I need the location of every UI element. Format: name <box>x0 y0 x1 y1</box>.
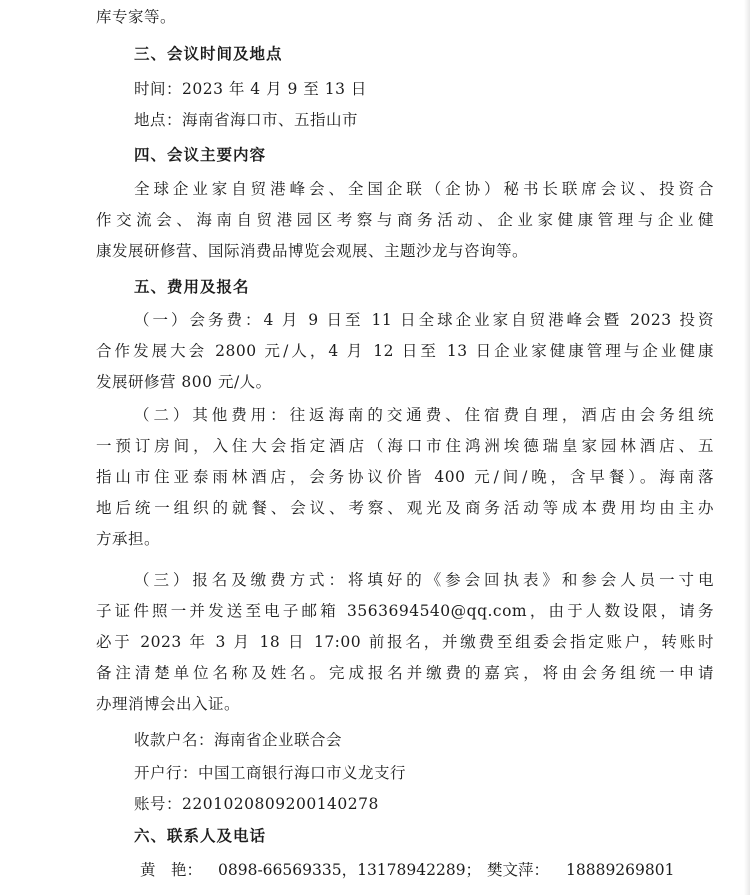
text-line: 康发展研修营、国际消费品博览会观展、主题沙龙与咨询等。 <box>96 242 529 260</box>
text-line: 方承担。 <box>96 530 161 548</box>
section-heading-contact: 六、联系人及电话 <box>134 827 267 845</box>
contact-phone-2: 18889269801 <box>566 861 675 879</box>
contact-name-1: 黄 艳： <box>140 861 203 879</box>
section-heading-time-location: 三、会议时间及地点 <box>134 45 283 63</box>
text-line: 库专家等。 <box>96 8 177 26</box>
text-line: 一预订房间，入住大会指定酒店（海口市住鸿洲埃德瑞皇家园林酒店、五 <box>96 437 714 455</box>
bank-name: 开户行：中国工商银行海口市义龙支行 <box>134 764 407 782</box>
text-line: 备注清楚单位名称及姓名。完成报名并缴费的嘉宾，将由会务组统一申请 <box>96 664 714 682</box>
text-line: 发展研修营 800 元/人。 <box>96 373 272 391</box>
contact-name-2: 樊文萍： <box>487 861 550 879</box>
text-line: （一）会务费：4 月 9 日至 11 日全球企业家自贸港峰会暨 2023 投资 <box>134 311 714 329</box>
text-line-deadline: 必于 2023 年 3 月 18 日 17:00 前报名，并缴费至组委会指定账户，转账时 <box>96 633 714 651</box>
text-line: （二）其他费用：往返海南的交通费、住宿费自理，酒店由会务组统 <box>134 406 714 424</box>
section-heading-content: 四、会议主要内容 <box>134 146 267 164</box>
meeting-time: 时间：2023 年 4 月 9 至 13 日 <box>134 80 367 98</box>
text-line: （三）报名及缴费方式：将填好的《参会回执表》和参会人员一寸电 <box>134 571 714 589</box>
text-line: 合作发展大会 2800 元/人，4 月 12 日至 13 日企业家健康管理与企业健康 <box>96 342 714 360</box>
text-line: 地后统一组织的就餐、会议、考察、观光及商务活动等成本费用均由主办 <box>96 499 714 517</box>
text-line: 作交流会、海南自贸港园区考察与商务活动、企业家健康管理与企业健 <box>96 211 714 229</box>
section-heading-fees: 五、费用及报名 <box>134 278 250 296</box>
meeting-location: 地点：海南省海口市、五指山市 <box>134 111 359 129</box>
contact-line <box>0 860 750 880</box>
text-line: 办理消博会出入证。 <box>96 695 241 713</box>
page-edge-shadow <box>744 0 750 895</box>
account-number: 账号：2201020809200140278 <box>134 795 379 813</box>
contact-phones-1: 0898-66569335，13178942289； <box>218 861 482 879</box>
text-line: 全球企业家自贸港峰会、全国企联（企协）秘书长联席会议、投资合 <box>134 180 714 198</box>
account-name: 收款户名：海南省企业联合会 <box>134 731 343 749</box>
text-line-email: 子证件照一并发送至电子邮箱 3563694540@qq.com，由于人数设限，请务 <box>96 602 714 620</box>
text-line: 指山市住亚泰雨林酒店，会务协议价皆 400 元/间/晚，含早餐）。海南落 <box>96 468 714 486</box>
